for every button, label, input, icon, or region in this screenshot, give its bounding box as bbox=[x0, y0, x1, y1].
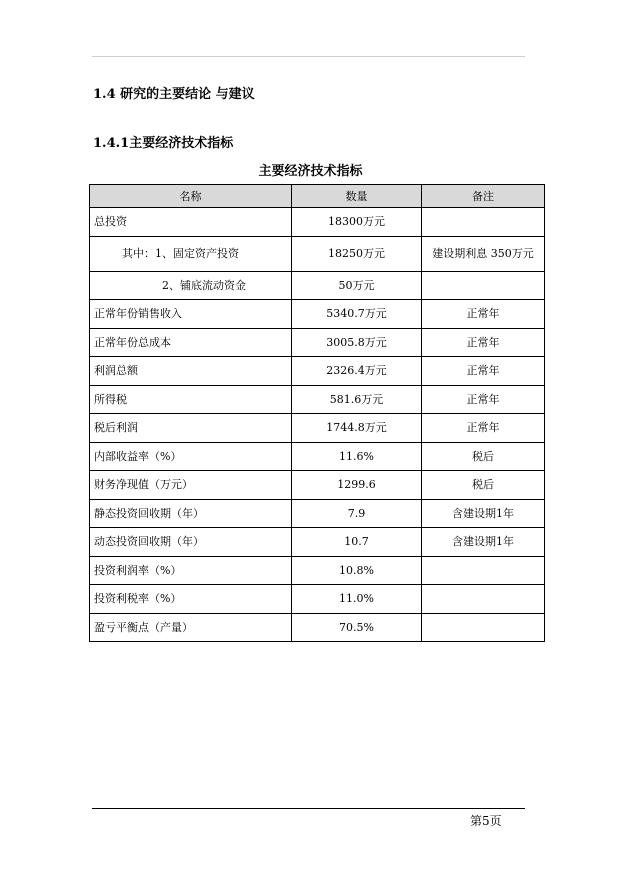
header-quantity: 数量 bbox=[292, 185, 422, 208]
cell-name: 2、铺底流动资金 bbox=[90, 271, 292, 300]
cell-quantity: 11.6% bbox=[292, 442, 422, 471]
cell-note: 税后 bbox=[422, 442, 545, 471]
cell-name: 投资利润率（%） bbox=[90, 556, 292, 585]
cell-quantity: 10.7 bbox=[292, 528, 422, 557]
cell-note: 建设期利息 350万元 bbox=[422, 236, 545, 271]
cell-name: 其中：1、固定资产投资 bbox=[90, 236, 292, 271]
cell-note bbox=[422, 613, 545, 642]
cell-note: 税后 bbox=[422, 471, 545, 500]
cell-quantity: 581.6万元 bbox=[292, 385, 422, 414]
cell-note: 正常年 bbox=[422, 300, 545, 329]
cell-note bbox=[422, 585, 545, 614]
table-row bbox=[90, 585, 545, 614]
table-row bbox=[90, 208, 545, 237]
cell-note bbox=[422, 208, 545, 237]
footer-rule bbox=[92, 808, 525, 809]
table-row bbox=[90, 499, 545, 528]
table-row bbox=[90, 385, 545, 414]
cell-name: 正常年份总成本 bbox=[90, 328, 292, 357]
cell-name: 动态投资回收期（年） bbox=[90, 528, 292, 557]
table-row bbox=[90, 300, 545, 329]
table-caption: 主要经济技术指标 bbox=[258, 164, 363, 179]
cell-quantity: 11.0% bbox=[292, 585, 422, 614]
cell-note: 正常年 bbox=[422, 357, 545, 386]
cell-quantity: 18300万元 bbox=[292, 208, 422, 237]
cell-name: 财务净现值（万元） bbox=[90, 471, 292, 500]
table-row bbox=[90, 271, 545, 300]
header-rule bbox=[92, 56, 525, 57]
cell-name: 投资利税率（%） bbox=[90, 585, 292, 614]
cell-quantity: 2326.4万元 bbox=[292, 357, 422, 386]
indicator-table bbox=[89, 184, 545, 642]
cell-quantity: 7.9 bbox=[292, 499, 422, 528]
table-header-row bbox=[90, 185, 545, 208]
table-row bbox=[90, 357, 545, 386]
cell-name: 正常年份销售收入 bbox=[90, 300, 292, 329]
cell-quantity: 18250万元 bbox=[292, 236, 422, 271]
section-heading: 1.4 研究的主要结论 与建议 bbox=[93, 87, 255, 102]
cell-note: 正常年 bbox=[422, 385, 545, 414]
cell-quantity: 5340.7万元 bbox=[292, 300, 422, 329]
cell-quantity: 50万元 bbox=[292, 271, 422, 300]
cell-note: 正常年 bbox=[422, 328, 545, 357]
cell-name: 静态投资回收期（年） bbox=[90, 499, 292, 528]
cell-note: 含建设期1年 bbox=[422, 528, 545, 557]
cell-name: 利润总额 bbox=[90, 357, 292, 386]
cell-name: 税后利润 bbox=[90, 414, 292, 443]
cell-quantity: 10.8% bbox=[292, 556, 422, 585]
table-row bbox=[90, 528, 545, 557]
table-row bbox=[90, 613, 545, 642]
cell-note: 含建设期1年 bbox=[422, 499, 545, 528]
page-number: 第5页 bbox=[470, 814, 502, 828]
cell-note bbox=[422, 556, 545, 585]
header-note: 备注 bbox=[422, 185, 545, 208]
table-row bbox=[90, 236, 545, 271]
cell-name: 内部收益率（%） bbox=[90, 442, 292, 471]
cell-name: 盈亏平衡点（产量） bbox=[90, 613, 292, 642]
cell-note bbox=[422, 271, 545, 300]
cell-quantity: 3005.8万元 bbox=[292, 328, 422, 357]
cell-quantity: 70.5% bbox=[292, 613, 422, 642]
cell-name: 所得税 bbox=[90, 385, 292, 414]
cell-quantity: 1744.8万元 bbox=[292, 414, 422, 443]
cell-quantity: 1299.6 bbox=[292, 471, 422, 500]
table-row bbox=[90, 556, 545, 585]
subsection-heading: 1.4.1主要经济技术指标 bbox=[93, 136, 234, 151]
table-row bbox=[90, 414, 545, 443]
header-name: 名称 bbox=[90, 185, 292, 208]
table-row bbox=[90, 442, 545, 471]
cell-note: 正常年 bbox=[422, 414, 545, 443]
cell-name: 总投资 bbox=[90, 208, 292, 237]
table-row bbox=[90, 471, 545, 500]
table-row bbox=[90, 328, 545, 357]
